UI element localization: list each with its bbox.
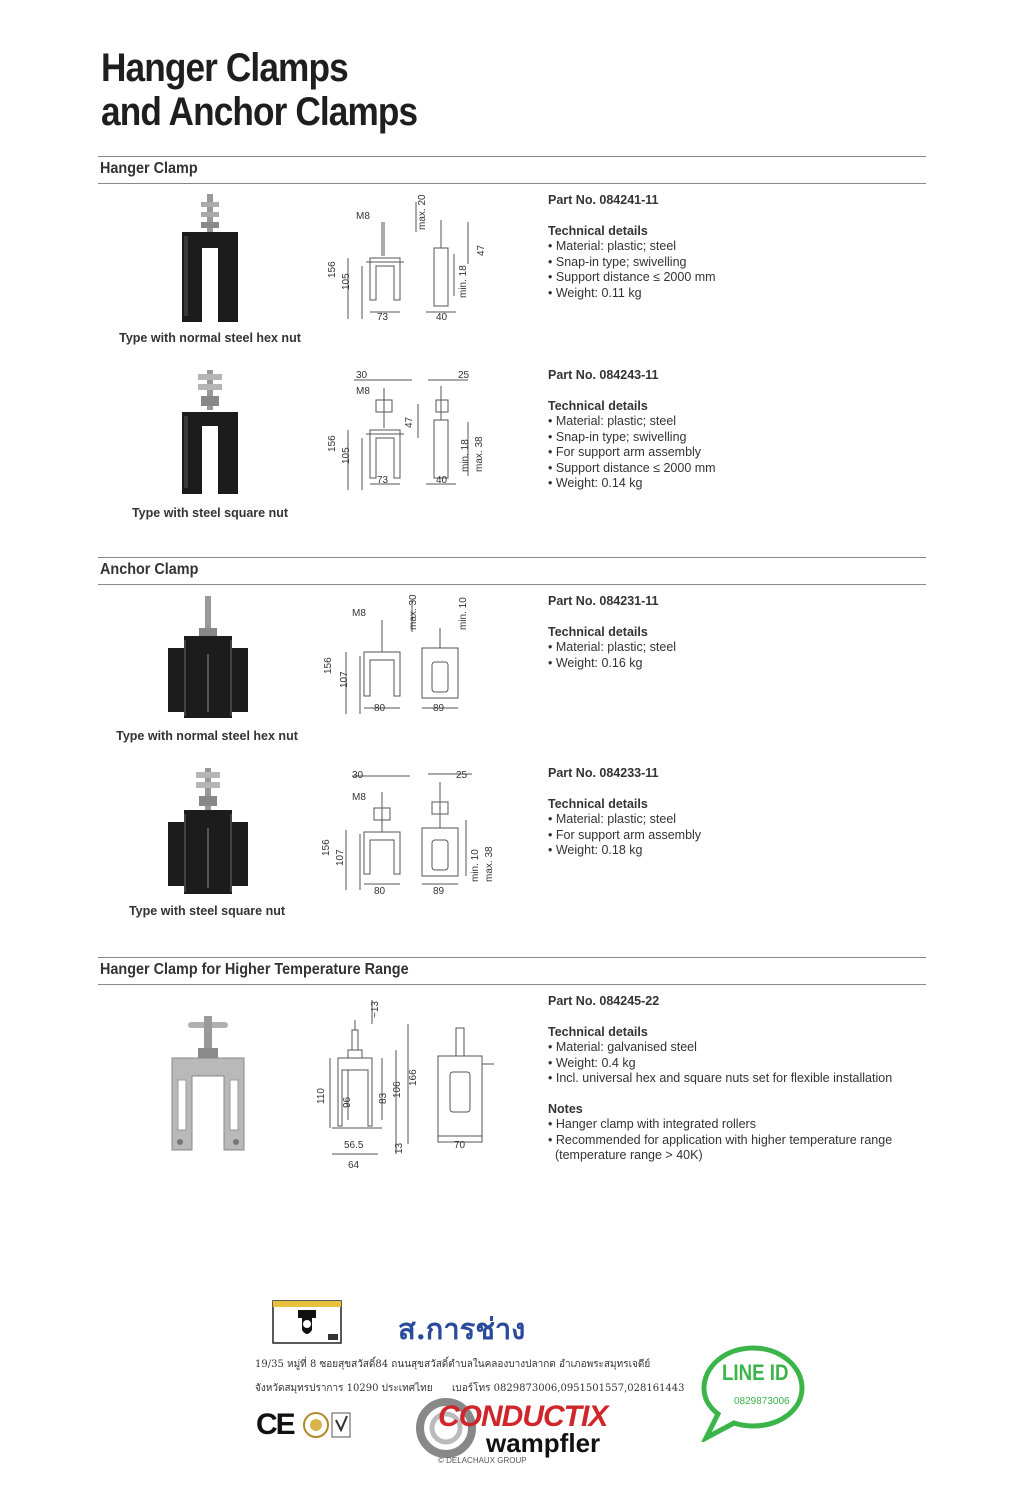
company-name: ส.การช่าง — [398, 1312, 526, 1346]
company-address-line-1: 19/35 หมู่ที่ 8 ซอยสุขสวัสดิ์84 ถนนสุขสวัสดิ์ตำบลในคลองบางปลากด อำเภอพระสมุทรเจดีย์ — [255, 1359, 651, 1370]
tech-detail: • Material: galvanised steel — [548, 1040, 908, 1056]
tech-detail: • Support distance ≤ 2000 mm — [548, 270, 908, 286]
product-caption: Type with normal steel hex nut — [116, 729, 298, 743]
brand-group — [438, 1456, 527, 1465]
dim-label: M8 — [352, 792, 366, 803]
product-photo-high-temp — [160, 1014, 254, 1154]
dim-label: 56.5 — [344, 1140, 364, 1151]
part-number: Part No. 084243-11 — [548, 368, 659, 382]
notes-label: Notes — [548, 1101, 583, 1116]
dim-label: max. 38 — [484, 846, 495, 882]
dim-label: 166 — [408, 1069, 419, 1086]
dim-label: 156 — [327, 435, 338, 452]
dim-label: 25 — [458, 370, 470, 381]
brand-wampfler: wampfler — [486, 1428, 601, 1458]
dim-label: 83 — [378, 1092, 389, 1104]
note-item-continued: (temperature range > 40K) — [554, 1148, 703, 1162]
dim-label: 80 — [374, 703, 386, 714]
part-number: Part No. 084231-11 — [548, 594, 659, 608]
dim-label: 13 — [394, 1142, 405, 1154]
tech-detail: • For support arm assembly — [548, 445, 908, 461]
drawing-084231-11 — [316, 592, 496, 724]
note-item: • Recommended for application with higher temperature range — [548, 1133, 908, 1149]
tech-detail: • Weight: 0.18 kg — [548, 843, 908, 859]
tech-detail: • Snap-in type; swivelling — [548, 430, 908, 446]
dim-label: 73 — [377, 475, 389, 486]
dim-label: 89 — [433, 703, 445, 714]
tech-detail: • Material: plastic; steel — [548, 640, 908, 656]
dim-label: 40 — [436, 475, 448, 486]
tech-details-list — [548, 640, 908, 671]
part-number: Part No. 084245-22 — [548, 994, 660, 1008]
dim-label: min. 10 — [458, 597, 469, 630]
tech-details-label: Technical details — [548, 398, 648, 413]
drawing-084241-11 — [318, 192, 498, 324]
dim-label: 25 — [456, 770, 468, 781]
section-anchor-clamp — [98, 557, 926, 585]
dim-label: 107 — [339, 671, 350, 688]
product-photo-hanger-hex — [170, 192, 250, 324]
certification-marks — [302, 1410, 352, 1440]
title-line-2: and Anchor Clamps — [101, 90, 418, 134]
dim-label: min. 10 — [470, 849, 481, 882]
dim-label: 107 — [335, 849, 346, 866]
drawing-084243-11 — [318, 366, 498, 498]
product-photo-anchor-hex — [162, 594, 254, 722]
dim-label: min. 18 — [460, 439, 471, 472]
dim-label: max. 30 — [408, 594, 419, 630]
tech-details-list — [548, 812, 908, 859]
tech-details-label: Technical details — [548, 1024, 648, 1039]
dim-label: ~13 — [370, 1001, 381, 1018]
tech-detail: • Material: plastic; steel — [548, 812, 908, 828]
section-heading: Hanger Clamp for Higher Temperature Range — [100, 961, 409, 978]
tech-detail: • Weight: 0.14 kg — [548, 476, 908, 492]
tech-detail: • Snap-in type; swivelling — [548, 255, 908, 271]
tech-detail: • Material: plastic; steel — [548, 414, 908, 430]
company-address-line-2: จังหวัดสมุทรปราการ 10290 ประเทศไทย — [255, 1383, 433, 1394]
dim-label: 80 — [374, 886, 386, 897]
dim-label: 30 — [356, 370, 368, 381]
company-phone: เบอร์โทร 0829873006,0951501557,028161443 — [452, 1383, 685, 1394]
dim-label: 110 — [316, 1088, 327, 1104]
section-high-temp — [98, 957, 926, 985]
company-logo — [272, 1300, 342, 1344]
product-photo-hanger-square — [170, 368, 250, 496]
dim-label: 96 — [342, 1096, 353, 1108]
dim-label: 105 — [341, 447, 352, 464]
tech-detail: • Support distance ≤ 2000 mm — [548, 461, 908, 477]
tech-details-list — [548, 414, 908, 492]
notes-list — [548, 1117, 908, 1164]
spec-084233-11 — [548, 766, 908, 859]
product-caption: Type with steel square nut — [131, 506, 289, 520]
copyright-icon: © — [438, 1456, 444, 1465]
section-hanger-clamp — [98, 156, 926, 184]
product-caption: Type with normal steel hex nut — [119, 331, 301, 345]
ce-mark: CE — [256, 1408, 294, 1441]
dim-label: M8 — [352, 608, 366, 619]
brand-conductix: CONDUCTIX — [438, 1400, 608, 1433]
product-caption: Type with steel square nut — [128, 904, 286, 918]
tech-detail: • Weight: 0.4 kg — [548, 1056, 908, 1072]
dim-label: 70 — [454, 1140, 466, 1151]
spec-084231-11 — [548, 594, 908, 671]
tech-details-label: Technical details — [548, 796, 648, 811]
dim-label: 106 — [392, 1081, 403, 1098]
dim-label: 105 — [341, 273, 352, 290]
tech-detail: • Weight: 0.16 kg — [548, 656, 908, 672]
dim-label: 156 — [321, 839, 332, 856]
product-photo-anchor-square — [162, 766, 254, 898]
tech-detail: • For support arm assembly — [548, 828, 908, 844]
note-item: • Hanger clamp with integrated rollers — [548, 1117, 908, 1133]
dim-label: 156 — [327, 261, 338, 278]
tech-detail: • Material: plastic; steel — [548, 239, 908, 255]
tech-details-label: Technical details — [548, 624, 648, 639]
dim-label: min. 18 — [458, 265, 469, 298]
tech-details-list — [548, 239, 908, 301]
line-id-title: LINE ID — [722, 1360, 789, 1385]
part-number: Part No. 084233-11 — [548, 766, 659, 780]
dim-label: M8 — [356, 386, 370, 397]
dim-label: 73 — [377, 312, 389, 323]
dim-label: 40 — [436, 312, 448, 323]
tech-details-list — [548, 1040, 908, 1087]
line-id-value: 0829873006 — [734, 1396, 790, 1407]
drawing-084233-11 — [316, 764, 496, 898]
line-bubble-icon — [696, 1344, 810, 1442]
dim-label: 156 — [323, 657, 334, 674]
dim-label: 30 — [352, 770, 364, 781]
dim-label: 47 — [476, 244, 487, 256]
tech-detail: • Weight: 0.11 kg — [548, 286, 908, 302]
section-heading: Hanger Clamp — [100, 160, 198, 177]
dim-label: 47 — [404, 416, 415, 428]
dim-label: 89 — [433, 886, 445, 897]
dim-label: max. 38 — [474, 436, 485, 472]
title-line-1: Hanger Clamps — [101, 46, 348, 90]
brand-group-text: DELACHAUX GROUP — [446, 1456, 527, 1465]
spec-084245-22 — [548, 994, 908, 1164]
spec-084241-11 — [548, 193, 908, 301]
drawing-084245-22 — [312, 994, 502, 1174]
tech-details-label: Technical details — [548, 223, 648, 238]
dim-label: max. 20 — [417, 194, 428, 230]
dim-label: M8 — [356, 211, 370, 222]
page-title — [101, 46, 417, 134]
spec-084243-11 — [548, 368, 908, 492]
part-number: Part No. 084241-11 — [548, 193, 659, 207]
dim-label: 64 — [348, 1160, 360, 1171]
section-heading: Anchor Clamp — [100, 561, 199, 578]
tech-detail: • Incl. universal hex and square nuts set for flexible installation — [548, 1071, 908, 1087]
